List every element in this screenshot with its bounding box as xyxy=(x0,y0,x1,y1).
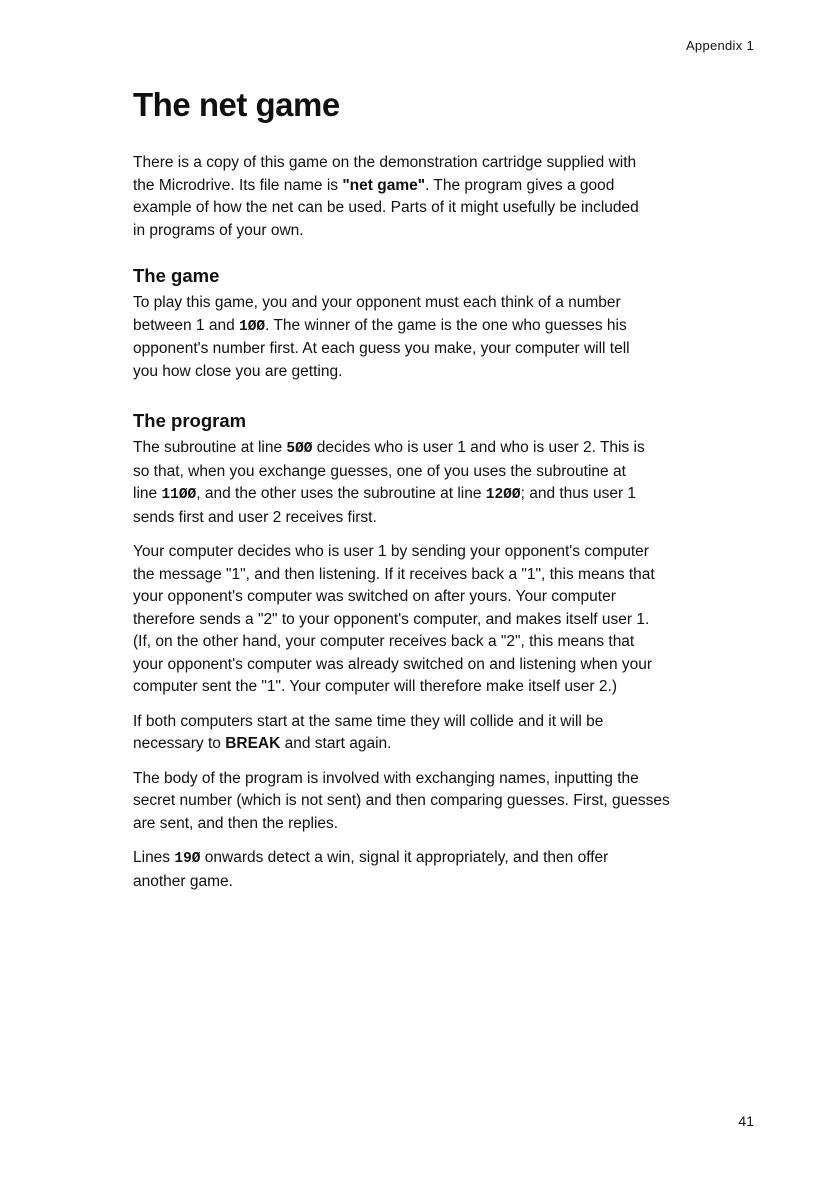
line-500: 5ØØ xyxy=(286,441,313,457)
program-p1-text-2: decides who is user 1 and who is user 2. This is so that, when you exchange guesses, one of you uses the subroutine at line xyxy=(133,439,645,502)
program-paragraph-1 xyxy=(133,437,763,529)
program-p5-text-2: onwards detect a win, signal it appropriately, and then offer another game. xyxy=(133,849,609,890)
body-text xyxy=(133,152,763,893)
game-paragraph xyxy=(133,292,763,383)
intro-text-1: There is a copy of this game on the demonstration cartridge supplied with the Microdrive. Its file name is xyxy=(133,154,637,194)
intro-text-2: . The program gives a good example of how the net can be used. Parts of it might usefully be included in programs of your own. xyxy=(133,176,639,239)
page-number: 41 xyxy=(738,1113,754,1129)
game-text-1: To play this game, you and your opponent must each think of a number between 1 and xyxy=(133,294,621,334)
program-paragraph-3 xyxy=(133,711,763,756)
program-paragraph-4: The body of the program is involved with exchanging names, inputting the secret number (which is not sent) and then comparing guesses. First, guesses are sent, and then the replies. xyxy=(133,769,670,832)
number-100: 1ØØ xyxy=(239,318,266,335)
file-name: "net game" xyxy=(342,176,426,194)
program-paragraph-5 xyxy=(133,847,763,893)
page-title: The net game xyxy=(133,86,340,123)
program-p5-text-1: Lines xyxy=(133,849,175,866)
intro-paragraph xyxy=(133,152,763,242)
running-head: Appendix 1 xyxy=(685,38,754,53)
section-heading-game: The game xyxy=(133,265,220,286)
break-key: BREAK xyxy=(225,735,281,752)
program-p1-text-1: The subroutine at line xyxy=(133,439,287,456)
program-p3-text-2: and start again. xyxy=(280,735,392,752)
line-1100: 11ØØ xyxy=(161,487,197,503)
line-1200: 12ØØ xyxy=(485,487,521,503)
section-heading-program: The program xyxy=(133,410,247,431)
program-p3-text-1: If both computers start at the same time they will collide and it will be necessary to xyxy=(133,712,604,752)
program-paragraph-2: Your computer decides who is user 1 by sending your opponent's computer the message "1", and then listening. If it receives back a "1", this means that your opponent's computer was switched on after yours. Your computer therefore sends a "2" to your opponent's computer, and makes itself user 1. (If, on the other hand, your computer receives back a "2", this means that your opponent's computer was already switched on and listening when your computer sent the "1". Your computer will therefore make itself user 2.) xyxy=(133,543,655,695)
program-p1-text-4: ; and thus user 1 sends first and user 2 receives first. xyxy=(133,485,637,526)
game-text-2: . The winner of the game is the one who guesses his opponent's number first. At each guess you make, your computer will tell you how close you are getting. xyxy=(133,316,630,380)
line-190: 19Ø xyxy=(174,851,201,867)
program-p1-text-3: , and the other uses the subroutine at line xyxy=(196,485,486,502)
